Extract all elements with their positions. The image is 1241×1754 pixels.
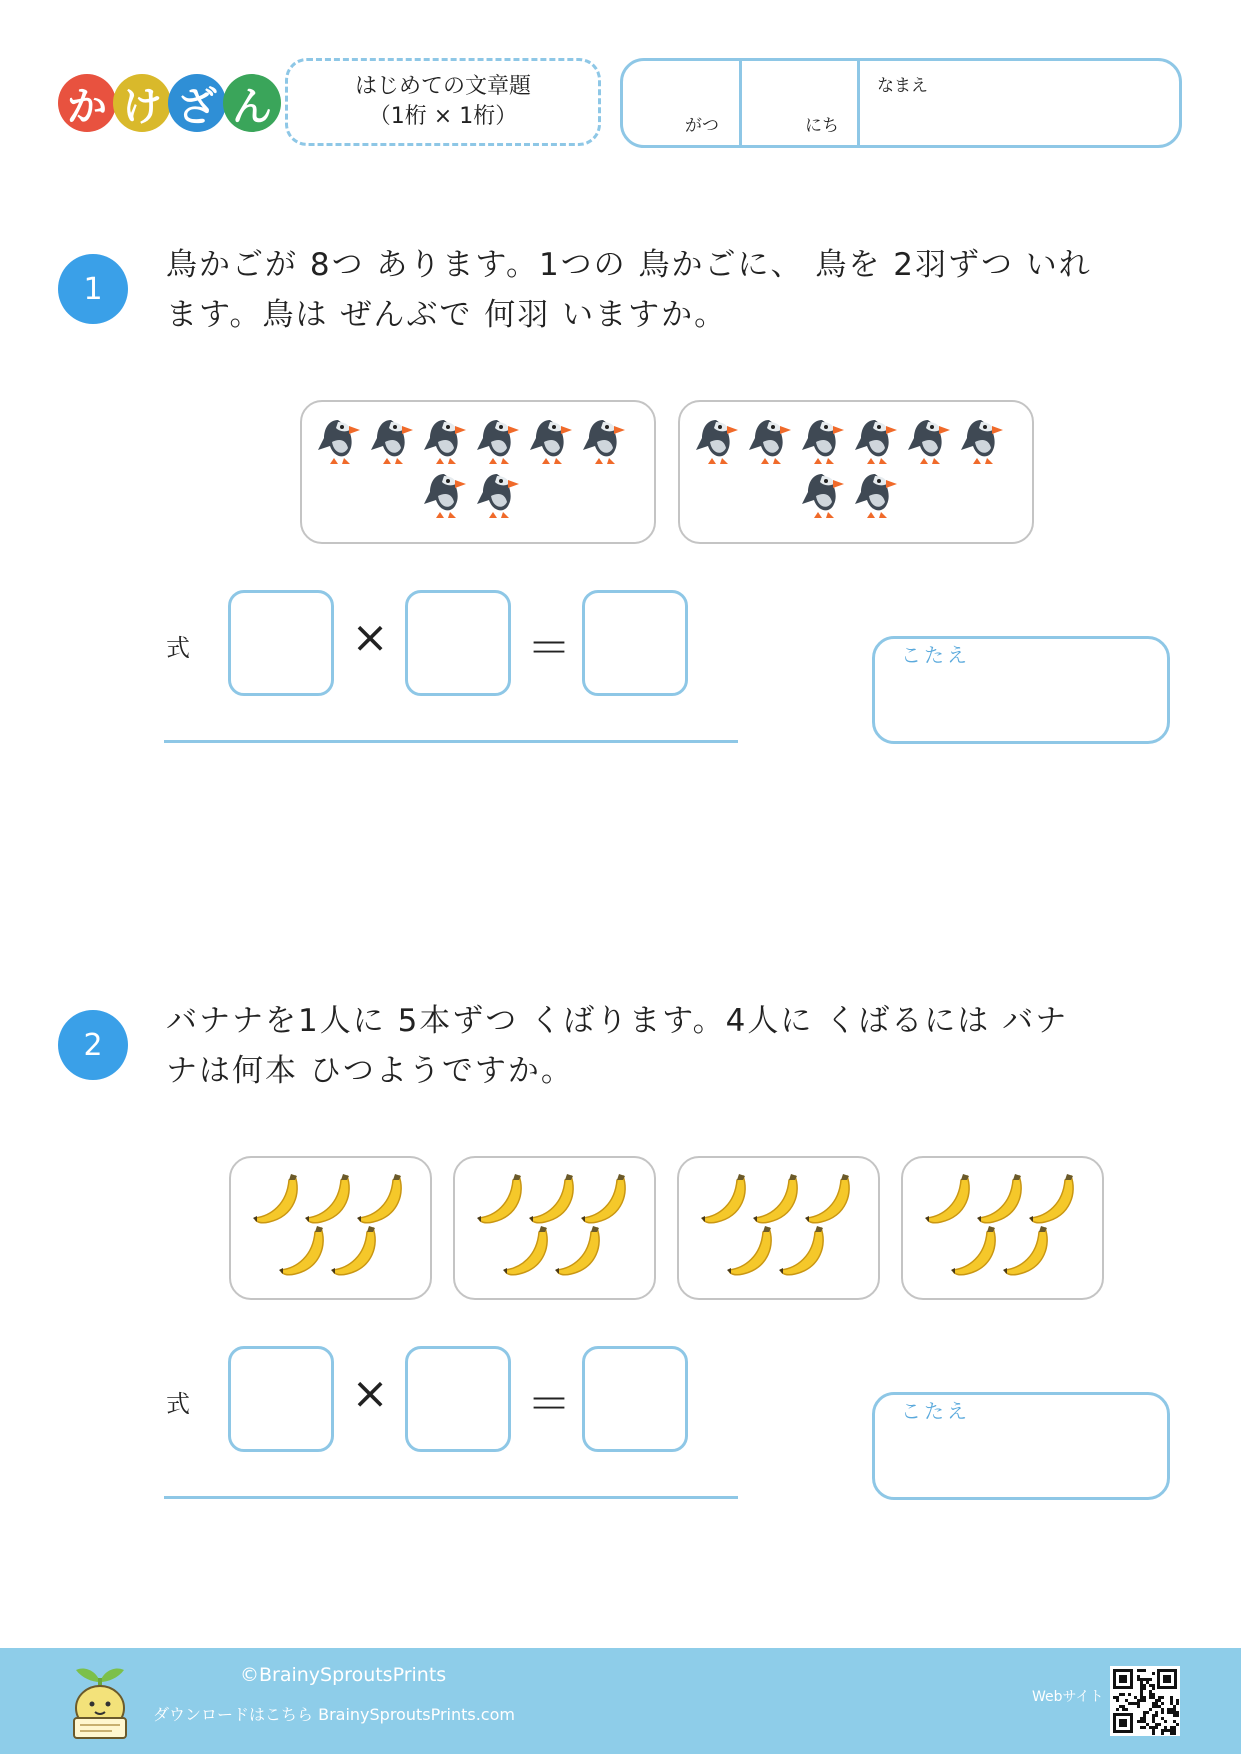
multiplier-box-2[interactable] [405,1346,511,1452]
problem-2-text [166,996,1166,1096]
banana-group [231,1158,430,1298]
equation-label-2: 式 [166,1390,190,1418]
name-label: なまえ [877,76,928,96]
banana-group [455,1158,654,1298]
banana-icon [357,1174,401,1223]
banana-icon [529,1174,573,1223]
puffin-icon [908,420,950,464]
banana-group [903,1158,1102,1298]
problem-2-line2: ナは何本 ひつようですか。 [166,1053,574,1089]
equals-sign-2: ＝ [527,1379,571,1430]
worksheet-title-line1: はじめての文章題 [354,74,531,99]
equals-sign-1: ＝ [527,623,571,674]
puffin-icon [477,420,519,464]
equation-underline-1 [164,740,738,743]
puffin-icon [855,420,897,464]
puffin-icon [583,420,625,464]
website-label: Webサイト [1032,1689,1104,1705]
banana-icon [701,1174,745,1223]
puffin-icon [318,420,360,464]
multiplicand-box-2[interactable] [228,1346,334,1452]
worksheet-title [285,58,601,146]
banana-icon [925,1174,969,1223]
date-name-box [620,58,1182,148]
logo [58,74,278,132]
banana-icon [279,1226,323,1275]
problem-number-1: 1 [58,254,128,324]
banana-icon [805,1174,849,1223]
logo-char-za: ざ [168,74,226,132]
product-box-2[interactable] [582,1346,688,1452]
banana-icon [305,1174,349,1223]
divider [857,61,860,145]
day-field[interactable] [743,61,855,145]
puffin-group [302,402,654,542]
banana-group [679,1158,878,1298]
times-sign-2: × [351,1368,389,1419]
banana-icon [727,1226,771,1275]
birdcage-1 [300,400,656,544]
banana-icon [581,1174,625,1223]
equation-label-1: 式 [166,634,190,662]
puffin-group [680,402,1032,542]
answer-box-1[interactable] [872,636,1170,744]
puffin-icon [424,474,466,518]
sprout-mascot-icon [66,1660,134,1742]
logo-char-ka: か [58,74,116,132]
problem-1-line1: 鳥かごが 8つ あります。1つの 鳥かごに、 鳥を 2羽ずつ いれ [166,247,1092,283]
banana-icon [331,1226,375,1275]
times-sign-1: × [351,612,389,663]
answer-label-2: こたえ [901,1399,970,1423]
logo-char-ke: け [113,74,171,132]
download-link[interactable]: ダウンロードはこちら BrainySproutsPrints.com [153,1705,515,1724]
answer-label-1: こたえ [901,643,970,667]
problem-2-line1: バナナを1人に 5本ずつ くばります。4人に くばるには バナ [166,1003,1069,1039]
puffin-icon [961,420,1003,464]
month-field[interactable] [623,61,737,145]
worksheet-title-line2: （1桁 × 1桁） [368,104,518,129]
banana-group-4 [901,1156,1104,1300]
puffin-icon [855,474,897,518]
banana-icon [555,1226,599,1275]
banana-icon [977,1174,1021,1223]
banana-icon [503,1226,547,1275]
puffin-icon [477,474,519,518]
puffin-icon [802,420,844,464]
day-label: にち [805,116,839,136]
month-label: がつ [685,116,719,136]
multiplicand-box-1[interactable] [228,590,334,696]
multiplier-box-1[interactable] [405,590,511,696]
banana-group-1 [229,1156,432,1300]
banana-icon [1029,1174,1073,1223]
puffin-icon [802,474,844,518]
banana-icon [477,1174,521,1223]
banana-icon [253,1174,297,1223]
banana-group-2 [453,1156,656,1300]
puffin-icon [696,420,738,464]
banana-icon [779,1226,823,1275]
answer-box-2[interactable] [872,1392,1170,1500]
product-box-1[interactable] [582,590,688,696]
divider [739,61,742,145]
equation-underline-2 [164,1496,738,1499]
puffin-icon [749,420,791,464]
banana-group-3 [677,1156,880,1300]
banana-icon [951,1226,995,1275]
copyright-text: ©BrainySproutsPrints [240,1664,447,1686]
banana-icon [753,1174,797,1223]
problem-1-text [166,240,1166,340]
puffin-icon [530,420,572,464]
puffin-icon [424,420,466,464]
banana-icon [1003,1226,1047,1275]
qr-code-icon[interactable] [1110,1666,1180,1736]
puffin-icon [371,420,413,464]
name-field[interactable] [863,61,1179,145]
birdcage-2 [678,400,1034,544]
problem-1-line2: ます。鳥は ぜんぶで 何羽 いますか。 [166,297,728,333]
problem-number-2: 2 [58,1010,128,1080]
logo-char-n: ん [223,74,281,132]
